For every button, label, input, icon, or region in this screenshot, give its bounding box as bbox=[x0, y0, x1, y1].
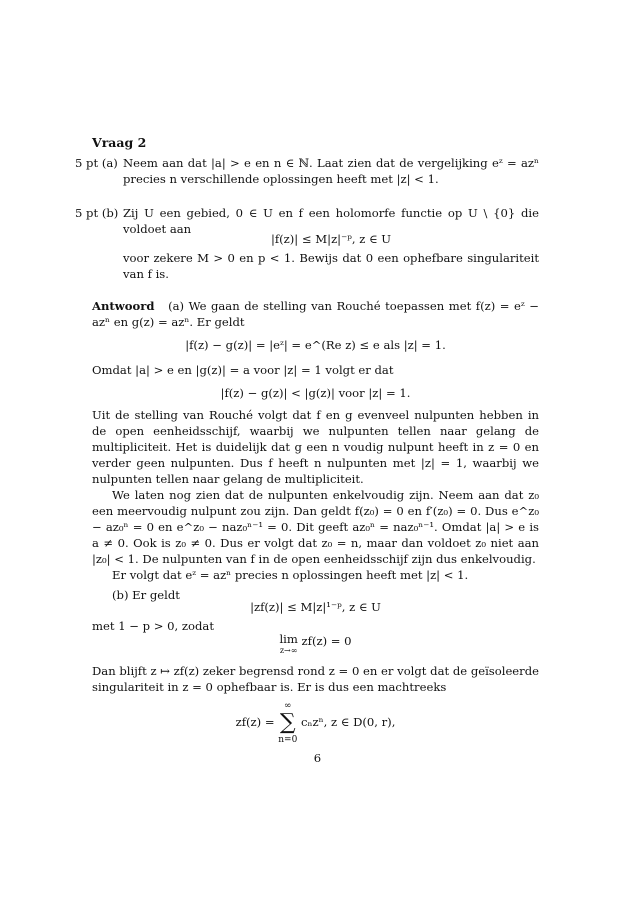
limit-label: lim bbox=[279, 632, 298, 646]
question-b-points: 5 pt (b) bbox=[75, 206, 119, 220]
answer-paragraph-removable: Dan blijft z ↦ zf(z) zeker begrensd rond z = 0 en er volgt dat de geïsoleerde singulariteit in z = 0 ophefbaar is. Er is dus een machtreeks bbox=[92, 664, 539, 694]
answer-paragraph-b: (b) Er geldt bbox=[112, 588, 180, 602]
answer-heading: Antwoord bbox=[92, 299, 155, 313]
equation-power-series bbox=[92, 700, 539, 746]
answer-a-intro: (a) We gaan de stelling van Rouché toepassen met f(z) = eᶻ − azⁿ en g(z) = azⁿ. Er geldt bbox=[92, 299, 539, 329]
answer-paragraph-a bbox=[92, 298, 539, 330]
question-b-equation: |f(z)| ≤ M|z|⁻ᵖ, z ∈ U bbox=[270, 232, 392, 246]
question-title: Vraag 2 bbox=[92, 135, 147, 150]
equation-rouche-bound: |f(z) − g(z)| = |eᶻ| = e^(Re z) ≤ e als |z| = 1. bbox=[185, 338, 446, 352]
sum-operator bbox=[278, 700, 297, 746]
limit-operator bbox=[279, 633, 297, 657]
series-right: cₙzⁿ, z ∈ D(0, r), bbox=[301, 715, 396, 729]
answer-paragraph-simple-zeros: We laten nog zien dat de nulpunten enkelvoudig zijn. Neem aan dat z₀ een meervoudig nulpunt zou zijn. Dan geldt f(z₀) = 0 en f′(z₀) = 0. Dus e^z₀ − az₀ⁿ = 0 en e^z₀ − naz₀ⁿ⁻¹ = 0. Dit geeft az₀ⁿ = naz₀ⁿ⁻¹. Omdat |a| > e is a ≠ 0. Ook is z₀ ≠ 0. Dus er volgt dat z₀ = n, maar dan voldoet z₀ niet aan |z₀| < 1. De nulpunten van f in de open eenheidsschijf zijn dus enkelvoudig. bbox=[92, 488, 539, 566]
question-b-text-2: voor zekere M > 0 en p < 1. Bewijs dat 0 een ophefbare singulariteit van f is. bbox=[123, 251, 539, 281]
limit-subscript: z→∞ bbox=[279, 646, 298, 655]
equation-rouche-inequality: |f(z) − g(z)| < |g(z)| voor |z| = 1. bbox=[220, 386, 411, 400]
sum-upper-limit: ∞ bbox=[284, 701, 292, 711]
answer-paragraph-conclusion-a: Er volgt dat eᶻ = azⁿ precies n oplossingen heeft met |z| < 1. bbox=[112, 568, 469, 582]
page-number: 6 bbox=[313, 751, 322, 765]
question-a-text: Neem aan dat |a| > e en n ∈ ℕ. Laat zien dat de vergelijking eᶻ = azⁿ precies n verschillende oplossingen heeft met |z| < 1. bbox=[123, 156, 539, 186]
equation-zf-bound: |zf(z)| ≤ M|z|¹⁻ᵖ, z ∈ U bbox=[250, 600, 381, 614]
series-left: zf(z) = bbox=[235, 715, 279, 729]
sum-lower-limit: n=0 bbox=[278, 735, 298, 745]
answer-paragraph-met: met 1 − p > 0, zodat bbox=[92, 619, 214, 633]
answer-paragraph-rouche: Uit de stelling van Rouché volgt dat f en g evenveel nulpunten hebben in de open eenheidsschijf, waarbij we nulpunten tellen naar gelang de multipliciteit. Het is duidelijk dat g een n voudig nulpunt heeft in z = 0 en verder geen nulpunten. Dus f heeft n nulpunten met |z| = 1, waarbij we nulpunten tellen naar gelang de multipliciteit. bbox=[92, 408, 539, 486]
question-b-text-1: Zij U een gebied, 0 ∈ U en f een holomorfe functie op U \ {0} die voldoet aan bbox=[123, 206, 539, 236]
limit-expression: zf(z) = 0 bbox=[297, 634, 352, 648]
question-a-points: 5 pt (a) bbox=[75, 156, 118, 170]
answer-paragraph-omdat: Omdat |a| > e en |g(z)| = a voor |z| = 1 volgt er dat bbox=[92, 363, 394, 377]
sum-symbol: ∑ bbox=[279, 710, 296, 735]
equation-limit bbox=[92, 633, 539, 657]
